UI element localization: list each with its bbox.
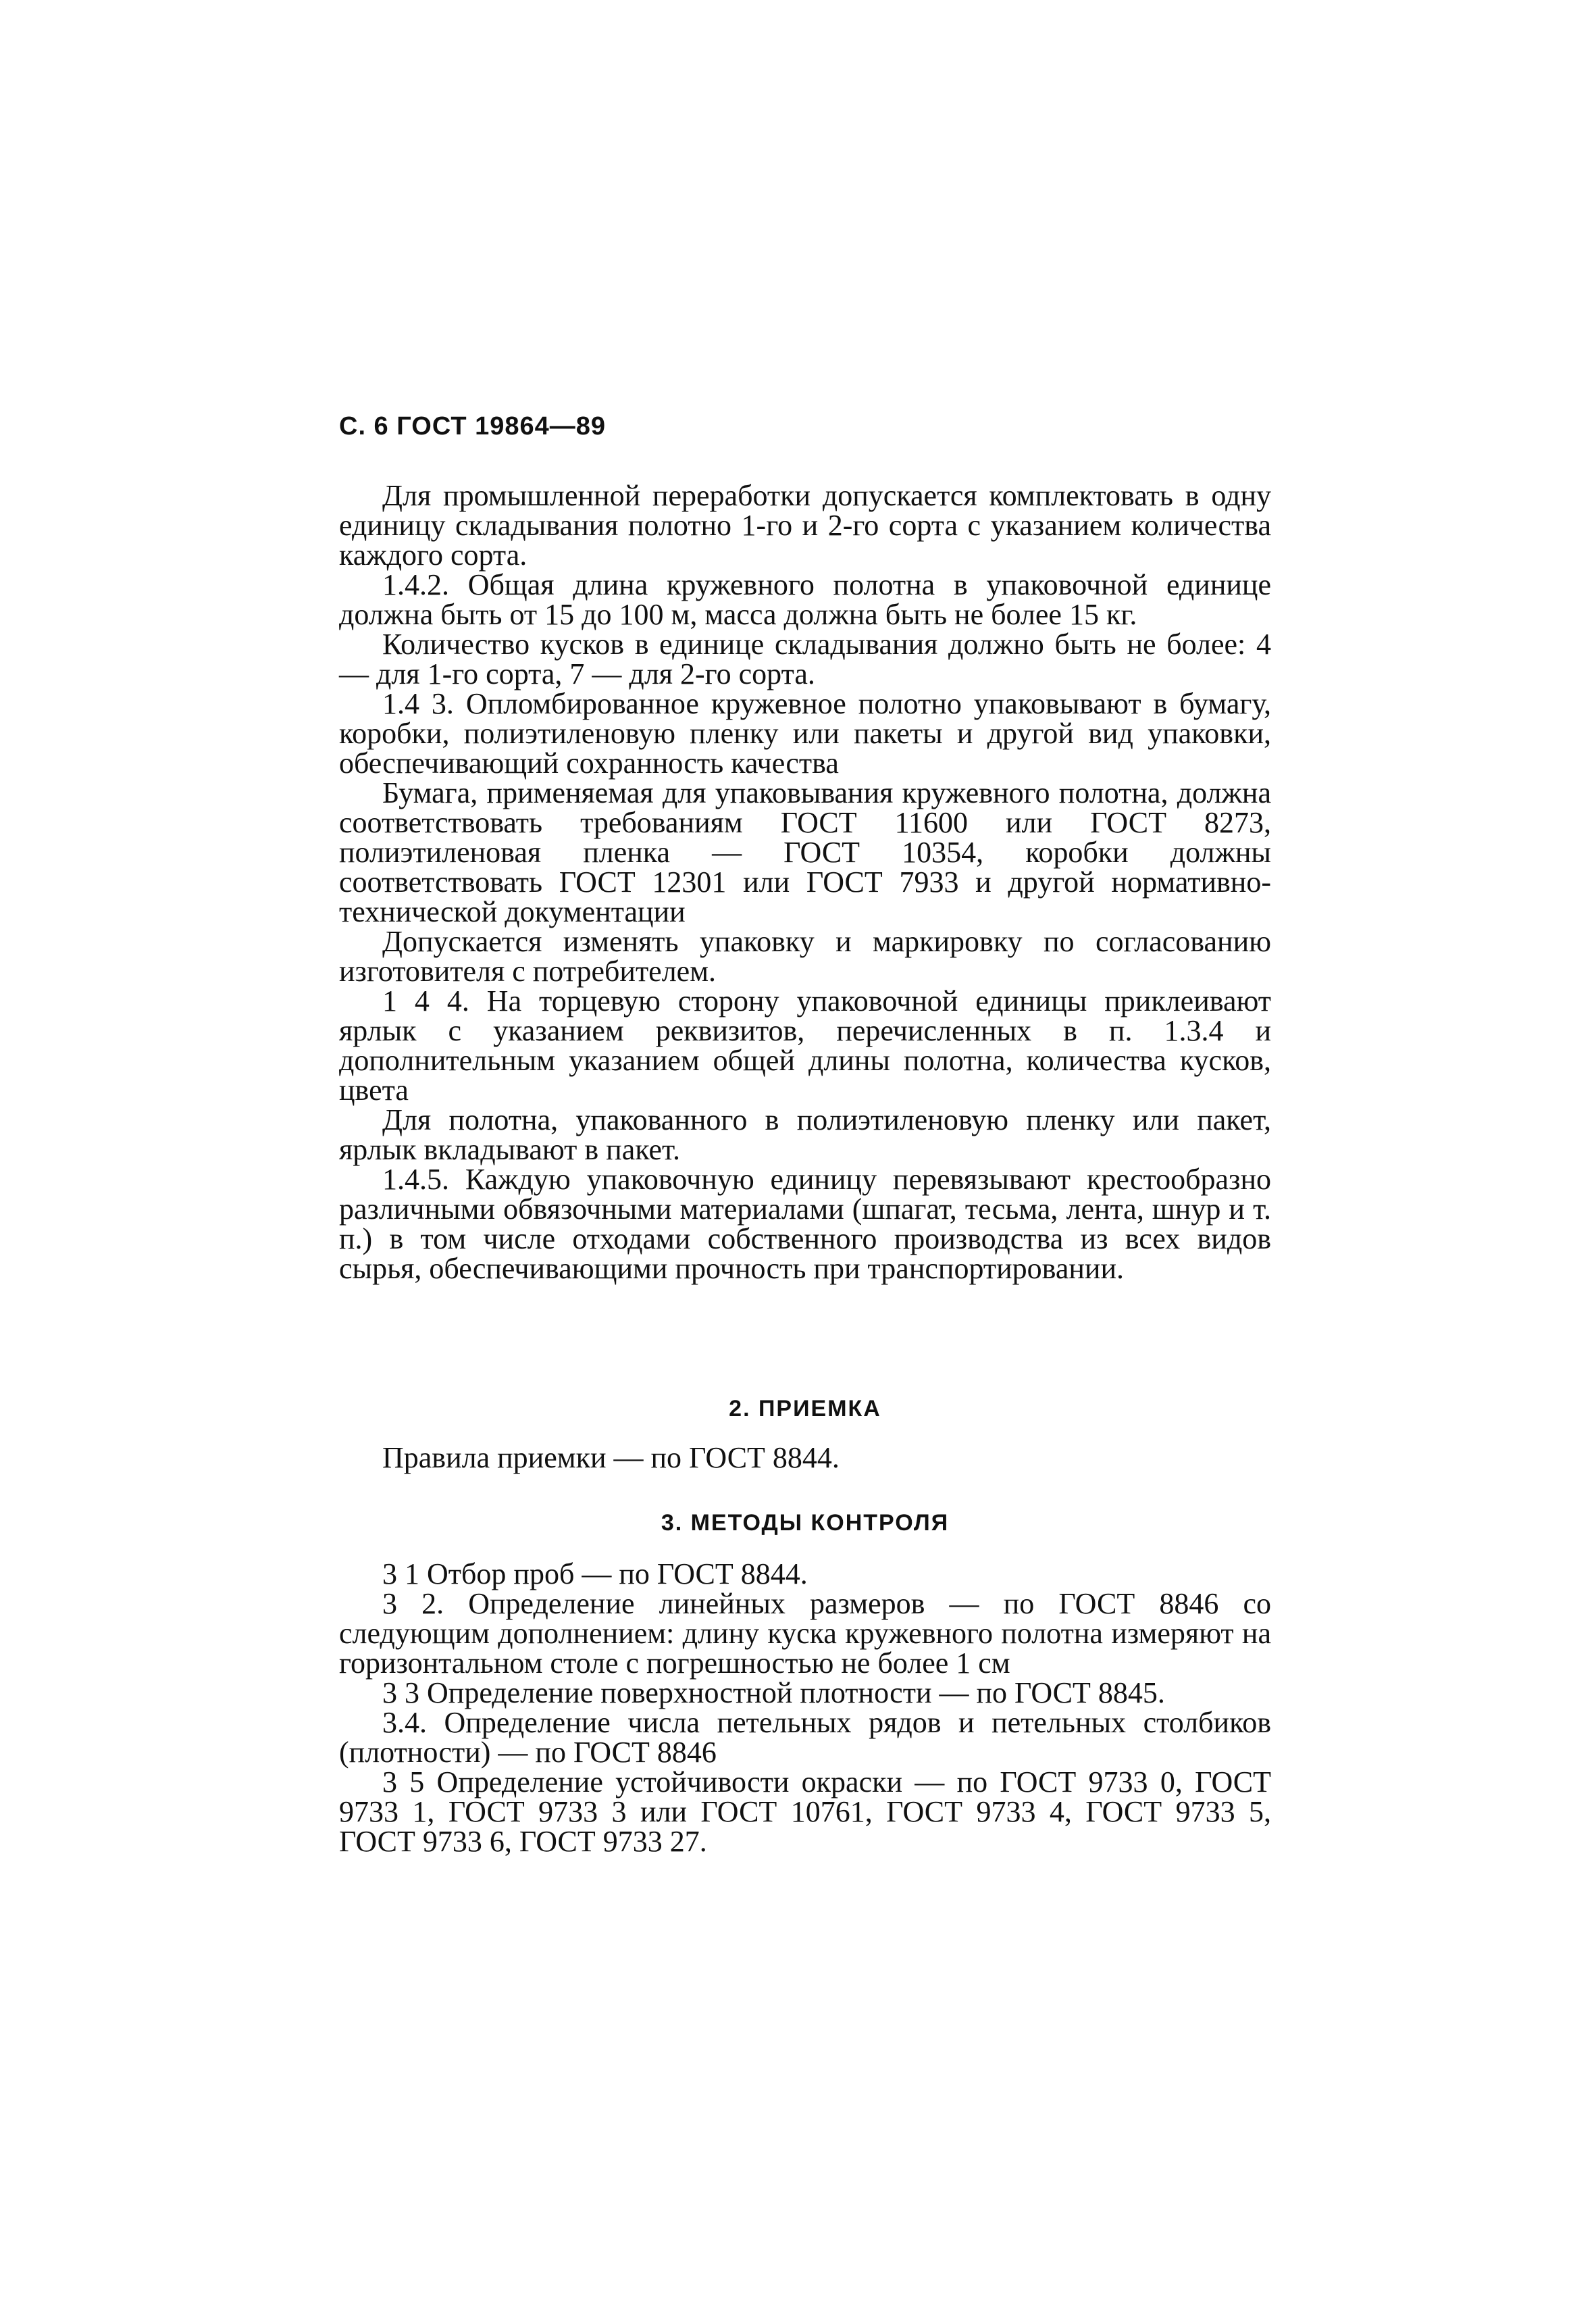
- section-1-body: [339, 481, 1271, 1284]
- section-2-body: [339, 1443, 1271, 1473]
- page-header: С. 6 ГОСТ 19864—89: [339, 412, 607, 441]
- paragraph: 3 3 Определение поверхностной плотности — по ГОСТ 8845.: [382, 1676, 1165, 1709]
- paragraph: Допускается изменять упаковку и маркировку по согласованию изготовителя с потребителем.: [339, 925, 1271, 988]
- paragraph: 1.4.2. Общая длина кружевного полотна в упаковочной единице должна быть от 15 до 100 м, масса должна быть не более 15 кг.: [339, 568, 1271, 631]
- paragraph: 1.4.5. Каждую упаковочную единицу перевязывают крестообразно различными обвязочными материалами (шпагат, тесьма, лента, шнур и т. п.) в том числе отходами собственного производства из всех видов сырья, обеспечивающими прочность при транспортировании.: [339, 1163, 1271, 1285]
- paragraph: Правила приемки — по ГОСТ 8844.: [382, 1441, 840, 1474]
- section-heading-acceptance: 2. ПРИЕМКА: [729, 1396, 881, 1422]
- paragraph: 1 4 4. На торцевую сторону упаковочной единицы приклеивают ярлык с указанием реквизитов, перечисленных в п. 1.3.4 и дополнительным указанием общей длины полотна, количества кусков, цвета: [339, 984, 1271, 1107]
- section-3-body: [339, 1559, 1271, 1857]
- section-heading-control-methods: 3. МЕТОДЫ КОНТРОЛЯ: [661, 1510, 950, 1536]
- paragraph: 3 2. Определение линейных размеров — по ГОСТ 8846 со следующим дополнением: длину куска кружевного полотна измеряют на горизонтальном столе с погрешностью не более 1 см: [339, 1587, 1271, 1680]
- paragraph: Количество кусков в единице складывания должно быть не более: 4— для 1-го сорта, 7 — для 2-го сорта.: [339, 628, 1271, 690]
- paragraph: Для полотна, упакованного в полиэтиленовую пленку или пакет, ярлык вкладывают в пакет.: [339, 1103, 1271, 1166]
- paragraph: 3.4. Определение числа петельных рядов и петельных столбиков (плотности) — по ГОСТ 8846: [339, 1706, 1271, 1769]
- paragraph: 3 1 Отбор проб — по ГОСТ 8844.: [382, 1557, 808, 1590]
- paragraph: 1.4 3. Опломбированное кружевное полотно упаковывают в бумагу, коробки, полиэтиленовую пленку или пакеты и другой вид упаковки, обеспечивающий сохранность качества: [339, 687, 1271, 780]
- paragraph: Бумага, применяемая для упаковывания кружевного полотна, должна соответствовать требованиям ГОСТ 11600 или ГОСТ 8273, полиэтиленовая пленка — ГОСТ 10354, коробки должны соответствовать ГОСТ 12301 или ГОСТ 7933 и другой нормативно-технической документации: [339, 776, 1271, 928]
- paragraph: Для промышленной переработки допускается комплектовать в одну единицу складывания полотно 1-го и 2-го сорта с указанием количества каждого сорта.: [339, 479, 1271, 572]
- paragraph: 3 5 Определение устойчивости окраски — по ГОСТ 9733 0, ГОСТ 9733 1, ГОСТ 9733 3 или ГОСТ 10761, ГОСТ 9733 4, ГОСТ 9733 5, ГОСТ 9733 6, ГОСТ 9733 27.: [339, 1765, 1271, 1858]
